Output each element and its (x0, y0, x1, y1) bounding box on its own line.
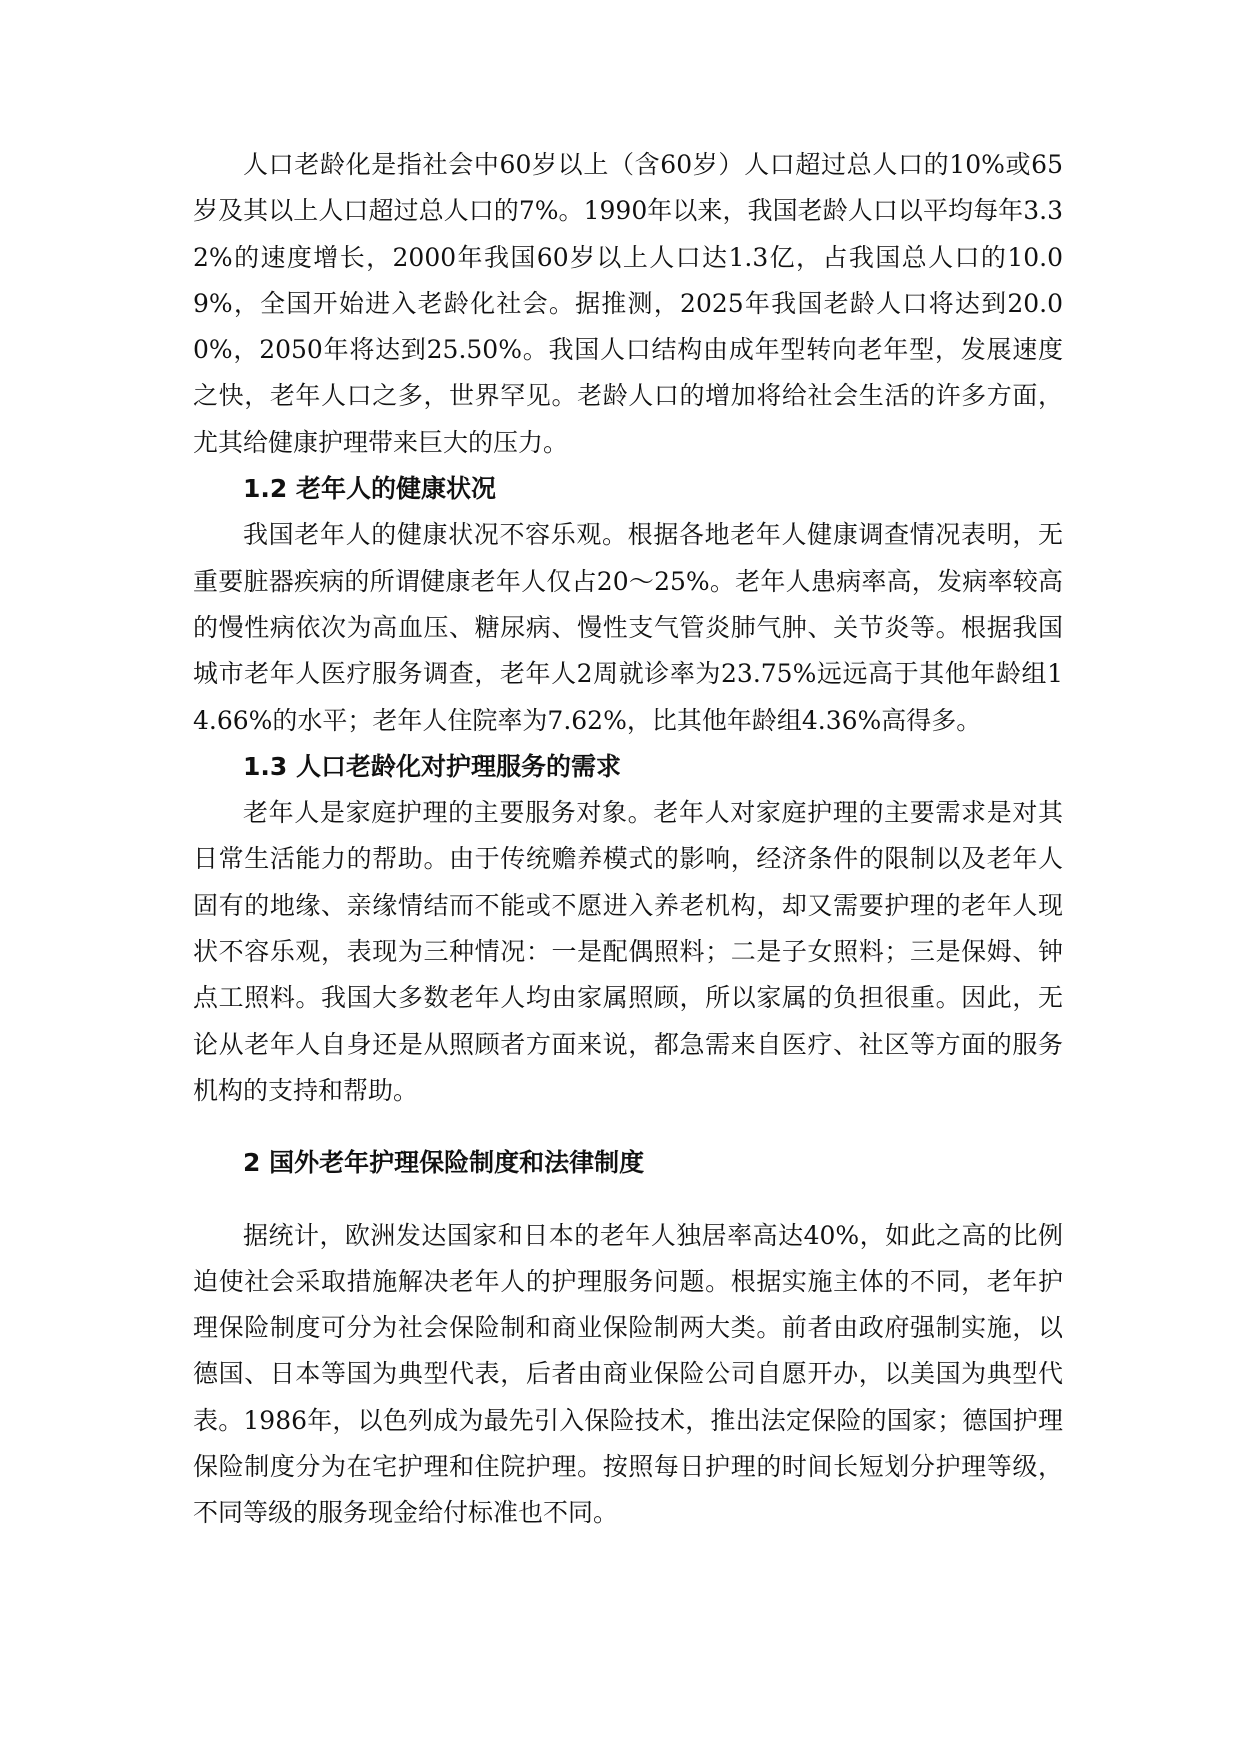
paragraph-foreign-insurance: 据统计，欧洲发达国家和日本的老年人独居率高达40%，如此之高的比例迫使社会采取措施解决老年人的护理服务问题。根据实施主体的不同，老年护理保险制度可分为社会保险制和商业保险制两大类。前者由政府强制实施，以德国、日本等国为典型代表，后者由商业保险公司自愿开办，以美国为典型代表。1986年，以色列成为最先引入保险技术，推出法定保险的国家；德国护理保险制度分为在宅护理和住院护理。按照每日护理的时间长短划分护理等级，不同等级的服务现金给付标准也不同。 (193, 1220, 1063, 1528)
section-heading-1-2: 1.2 老年人的健康状况 (243, 474, 496, 504)
section-heading-2: 2 国外老年护理保险制度和法律制度 (243, 1148, 645, 1178)
paragraph-elderly-health: 我国老年人的健康状况不容乐观。根据各地老年人健康调查情况表明，无重要脏器疾病的所谓健康老年人仅占20～25%。老年人患病率高，发病率较高的慢性病依次为高血压、糖尿病、慢性支气管炎肺气肿、关节炎等。根据我国城市老年人医疗服务调查，老年人2周就诊率为23.75%远远高于其他年龄组14.66%的水平；老年人住院率为7.62%，比其他年龄组4.36%高得多。 (193, 520, 1063, 735)
paragraph-care-demand: 老年人是家庭护理的主要服务对象。老年人对家庭护理的主要需求是对其日常生活能力的帮助。由于传统赡养模式的影响，经济条件的限制以及老年人固有的地缘、亲缘情结而不能或不愿进入养老机构，却又需要护理的老年人现状不容乐观，表现为三种情况：一是配偶照料；二是子女照料；三是保姆、钟点工照料。我国大多数老年人均由家属照顾，所以家属的负担很重。因此，无论从老年人自身还是从照顾者方面来说，都急需来自医疗、社区等方面的服务机构的支持和帮助。 (193, 798, 1063, 1105)
document-page (193, 142, 1063, 1537)
section-heading-1-3: 1.3 人口老龄化对护理服务的需求 (243, 751, 621, 781)
paragraph-aging-definition: 人口老龄化是指社会中60岁以上（含60岁）人口超过总人口的10%或65岁及其以上人口超过总人口的7%。1990年以来，我国老龄人口以平均每年3.32%的速度增长，2000年我国60岁以上人口达1.3亿，占我国总人口的10.09%，全国开始进入老龄化社会。据推测，2025年我国老龄人口将达到20.00%，2050年将达到25.50%。我国人口结构由成年型转向老年型，发展速度之快，老年人口之多，世界罕见。老龄人口的增加将给社会生活的许多方面，尤其给健康护理带来巨大的压力。 (193, 150, 1063, 457)
